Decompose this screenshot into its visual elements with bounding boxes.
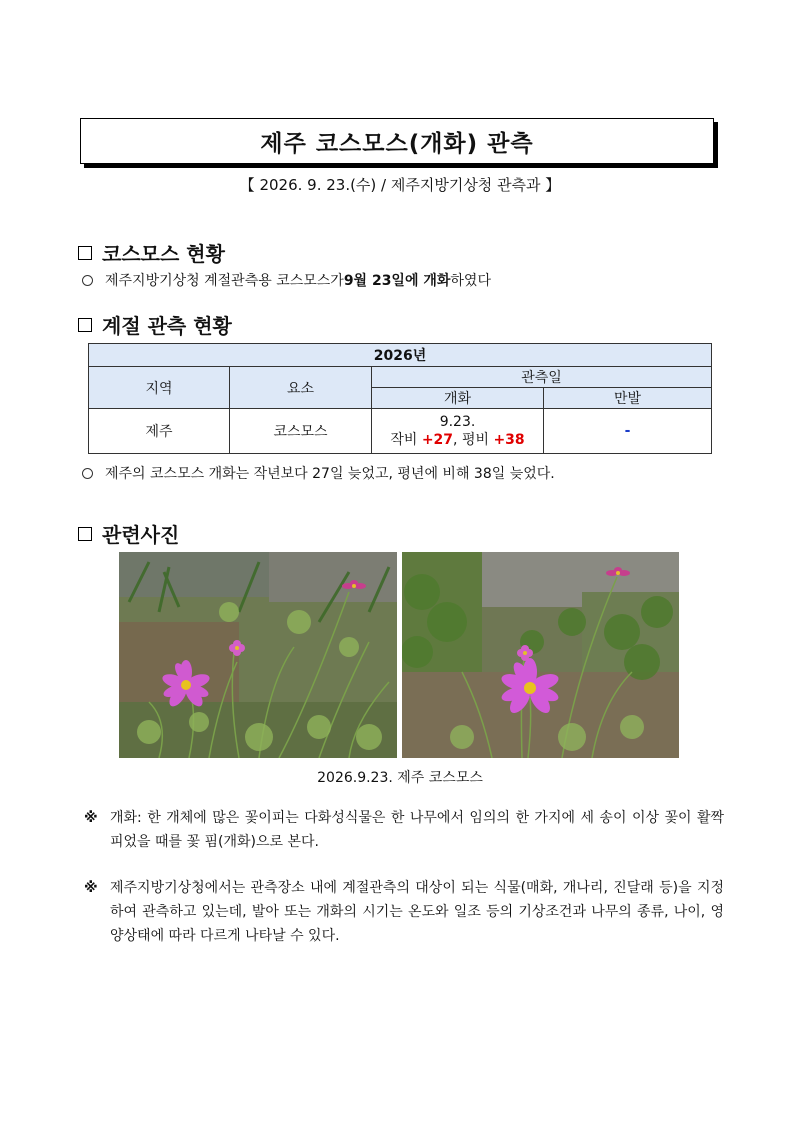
- section-heading-photos: [78, 519, 179, 548]
- section-title: 관련사진: [102, 523, 180, 547]
- normal-diff: +38: [493, 432, 525, 448]
- bloom-date: 9.23.: [439, 414, 476, 430]
- cell-full-bloom: -: [544, 409, 712, 454]
- table-header-region: 지역: [89, 367, 230, 409]
- note-text: 제주지방기상청에서는 관측장소 내에 계절관측의 대상이 되는 식물(매화, 개나리, 진달래 등)을 지정하여 관측하고 있는데, 발아 또는 개화의 시기는 온도와 일조 등의 기상조건과 나무의 종류, 나이, 영양상태에 따라 다르게 나타날 수 있다.: [110, 880, 724, 944]
- bullet-text: 제주의 코스모스 개화는 작년보다 27일 늦었고, 평년에 비해 38일 늦었다.: [105, 466, 555, 482]
- table-header-bloom: 개화: [372, 388, 544, 409]
- table-header-item: 요소: [230, 367, 372, 409]
- cosmos-photo-left: [119, 552, 397, 758]
- cosmos-photo-right: [402, 552, 679, 758]
- cosmos-image-right: [402, 552, 679, 758]
- note-observation-info: [84, 876, 724, 948]
- cell-region: 제주: [89, 409, 230, 454]
- title-box: [80, 118, 714, 164]
- status-bullet: [82, 270, 491, 290]
- square-bullet-icon: [78, 527, 92, 541]
- bullet-text-suffix: 하였다: [450, 273, 491, 289]
- cell-item: 코스모스: [230, 409, 372, 454]
- table-header-full-bloom: 만발: [544, 388, 712, 409]
- photo-caption: 2026.9.23. 제주 코스모스: [317, 770, 483, 786]
- normal-label: , 평비: [453, 432, 494, 448]
- cell-bloom: [372, 409, 544, 454]
- section-title: 계절 관측 현황: [102, 314, 232, 338]
- circle-bullet-icon: [82, 468, 93, 479]
- table-year-header: 2026년: [89, 344, 712, 367]
- section-title: 코스모스 현황: [102, 242, 225, 266]
- section-heading-season: [78, 310, 232, 339]
- section-heading-status: [78, 238, 225, 267]
- note-text: 개화: 한 개체에 많은 꽃이피는 다화성식물은 한 나무에서 임의의 한 가지에 세 송이 이상 꽃이 활짝 피었을 때를 꽃 핌(개화)으로 본다.: [110, 810, 724, 850]
- square-bullet-icon: [78, 246, 92, 260]
- bloom-diffs: [372, 431, 543, 449]
- prev-year-diff: +27: [421, 432, 454, 448]
- square-bullet-icon: [78, 318, 92, 332]
- note-bloom-definition: [84, 806, 724, 854]
- bullet-text-bold: 9월 23일에 개화: [343, 273, 451, 289]
- subtitle: 【 2026. 9. 23.(수) / 제주지방기상청 관측과 】: [239, 176, 561, 194]
- reference-mark: ※: [84, 880, 98, 896]
- bullet-text-prefix: 제주지방기상청 계절관측용 코스모스가: [105, 273, 344, 289]
- table-header-date: 관측일: [372, 367, 712, 388]
- page-title: 제주 코스모스(개화) 관측: [260, 130, 534, 157]
- circle-bullet-icon: [82, 275, 93, 286]
- prev-year-label: 작비: [390, 432, 422, 448]
- reference-mark: ※: [84, 810, 98, 826]
- cosmos-image-left: [119, 552, 397, 758]
- season-bullet: [82, 463, 555, 483]
- observation-table: [88, 343, 712, 454]
- table-row: [89, 409, 712, 454]
